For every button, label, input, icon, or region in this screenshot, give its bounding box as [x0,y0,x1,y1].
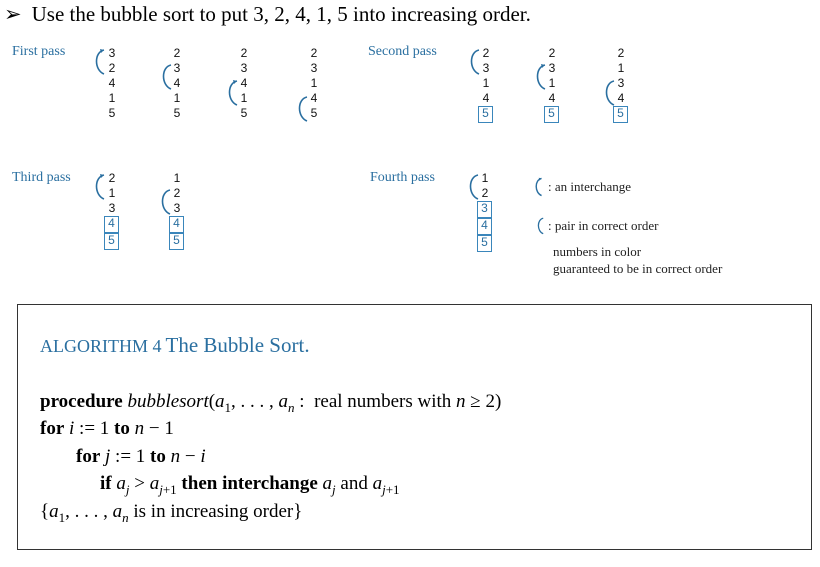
proc-name: bubblesort [127,391,209,412]
interchange-arc-icon [225,79,239,107]
pair-correct-arc-icon [295,95,309,123]
third-pass-label: Third pass [12,170,71,185]
cell: 2 [617,46,625,60]
pair-correct-arc-icon [466,173,480,201]
cell-sorted: 5 [478,106,493,123]
algorithm-number: ALGORITHM 4 [40,336,162,356]
cell: 2 [482,46,490,60]
cell: 2 [310,46,318,60]
cell: 4 [548,91,556,105]
arrow-bullet-icon: ➢ [4,2,22,26]
kw-then-interchange: then interchange [181,473,318,494]
cell: 1 [108,91,116,105]
algo-line-for-j: for j := 1 to n − i [76,446,206,467]
algorithm-box [17,304,812,550]
cell: 2 [108,171,116,185]
cell: 1 [173,171,181,185]
algo-line-for-i: for i := 1 to n − 1 [40,418,174,439]
cell: 4 [240,76,248,90]
cell: 1 [240,91,248,105]
cell-sorted: 4 [104,216,119,233]
kw-for: for [76,446,101,467]
cell: 3 [617,76,625,90]
cell: 3 [108,201,116,215]
cell-sorted: 5 [544,106,559,123]
proc-params: real numbers with [314,391,452,412]
legend-interchange-arc-icon [532,177,544,197]
cell: 3 [482,61,490,75]
cell: 3 [108,46,116,60]
cell: 1 [548,76,556,90]
problem-heading [4,2,531,27]
cell: 1 [482,76,490,90]
algo-line-if: if $a_j > a_{j+1}$ then interchange $a_j$ and $a_{j+1}$ [100,473,400,497]
cell: 3 [310,61,318,75]
cell: 1 [173,91,181,105]
cell-sorted: 3 [477,201,492,218]
cell-sorted: 4 [169,216,184,233]
cell: 1 [481,171,489,185]
cell: 5 [310,106,318,120]
cell: 3 [548,61,556,75]
cell: 4 [108,76,116,90]
cell-sorted: 4 [477,218,492,235]
kw-if: if [100,473,112,494]
cell: 4 [310,91,318,105]
cell: 2 [548,46,556,60]
first-pass-label: First pass [12,44,66,59]
kw-and: and [340,473,368,494]
algorithm-name: The Bubble Sort. [165,333,310,357]
kw-to: to [150,446,166,467]
cell: 3 [173,201,181,215]
algorithm-title [40,333,310,358]
cell-sorted: 5 [169,233,184,250]
cell: 2 [173,46,181,60]
cell: 2 [173,186,181,200]
algo-line-post: {$a_1$, . . . , $a_n$ is in increasing order} [40,501,303,525]
cell: 3 [173,61,181,75]
cell: 1 [617,61,625,75]
pair-correct-arc-icon [602,79,616,107]
interchange-arc-icon [92,173,106,201]
interchange-arc-icon [92,48,106,76]
legend-pair-arc-icon [535,217,545,235]
heading-text: Use the bubble sort to put 3, 2, 4, 1, 5 into increasing order. [31,2,531,26]
legend-color-line1: numbers in color [553,244,642,259]
cell: 4 [482,91,490,105]
legend-pair-text: : pair in correct order [548,218,659,233]
cell: 5 [173,106,181,120]
cell-sorted: 5 [613,106,628,123]
cell-sorted: 5 [477,235,492,252]
algo-line-procedure: procedure $bubblesort(a_1$, . . . , $a_n$ : real numbers with n ≥ 2) [40,391,502,415]
cell: 2 [240,46,248,60]
pair-correct-arc-icon [159,63,173,91]
legend-color-line2: guaranteed to be in correct order [553,261,723,276]
kw-procedure: procedure [40,391,123,412]
pair-correct-arc-icon [467,48,481,76]
kw-to: to [114,418,130,439]
cell-sorted: 5 [104,233,119,250]
legend-interchange-text: : an interchange [548,179,632,194]
interchange-arc-icon [533,63,547,91]
cell: 2 [481,186,489,200]
cell: 5 [108,106,116,120]
cell: 3 [240,61,248,75]
fourth-pass-label: Fourth pass [370,170,435,185]
cell: 1 [310,76,318,90]
cell: 5 [240,106,248,120]
kw-for: for [40,418,65,439]
pair-correct-arc-icon [158,188,172,216]
cell: 4 [617,91,625,105]
cell: 1 [108,186,116,200]
cell: 4 [173,76,181,90]
cell: 2 [108,61,116,75]
second-pass-label: Second pass [368,44,437,59]
postcondition: is in increasing order} [133,501,303,522]
